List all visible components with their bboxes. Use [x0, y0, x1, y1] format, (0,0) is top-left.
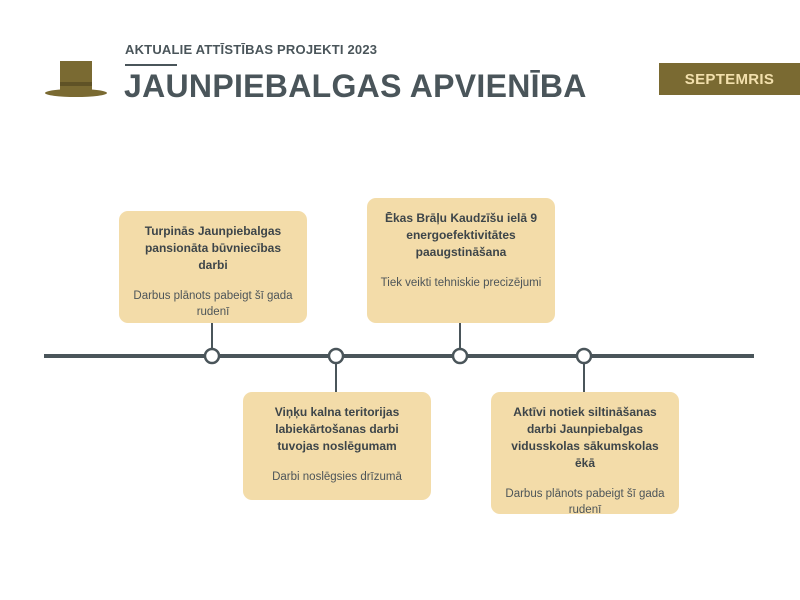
timeline-node-3 — [453, 349, 467, 363]
timeline-node-2 — [329, 349, 343, 363]
card-title: Ēkas Brāļu Kaudzīšu ielā 9 energoefektivitātes paaugstināšana — [384, 211, 538, 259]
page-supertitle: AKTUALIE ATTĪSTĪBAS PROJEKTI 2023 — [125, 42, 378, 57]
card-description: Tiek veikti tehniskie precizējumi — [380, 277, 542, 289]
timeline-card-3 — [367, 198, 555, 323]
timeline-card-1 — [119, 211, 307, 323]
timeline-card-2 — [243, 392, 431, 500]
timeline-node-1 — [205, 349, 219, 363]
page-title: JAUNPIEBALGAS APVIENĪBA — [124, 68, 587, 104]
card-description: Darbus plānots pabeigt šī gada rudenī — [133, 290, 293, 318]
card-description: Darbi noslēgsies drīzumā — [272, 471, 402, 483]
timeline-card-4 — [491, 392, 679, 514]
card-title: Aktīvi notiek siltināšanas darbi Jaunpiebalgas vidusskolas sākumskolas ēkā — [511, 405, 659, 470]
card-title: Turpinās Jaunpiebalgas pansionāta būvniecības darbi — [144, 224, 282, 272]
card-description: Darbus plānots pabeigt šī gada rudenī — [505, 488, 665, 516]
timeline-node-4 — [577, 349, 591, 363]
month-badge: SEPTEMRIS — [659, 63, 800, 95]
card-title: Viņķu kalna teritorijas labiekārtošanas darbi tuvojas noslēgumam — [274, 405, 400, 453]
